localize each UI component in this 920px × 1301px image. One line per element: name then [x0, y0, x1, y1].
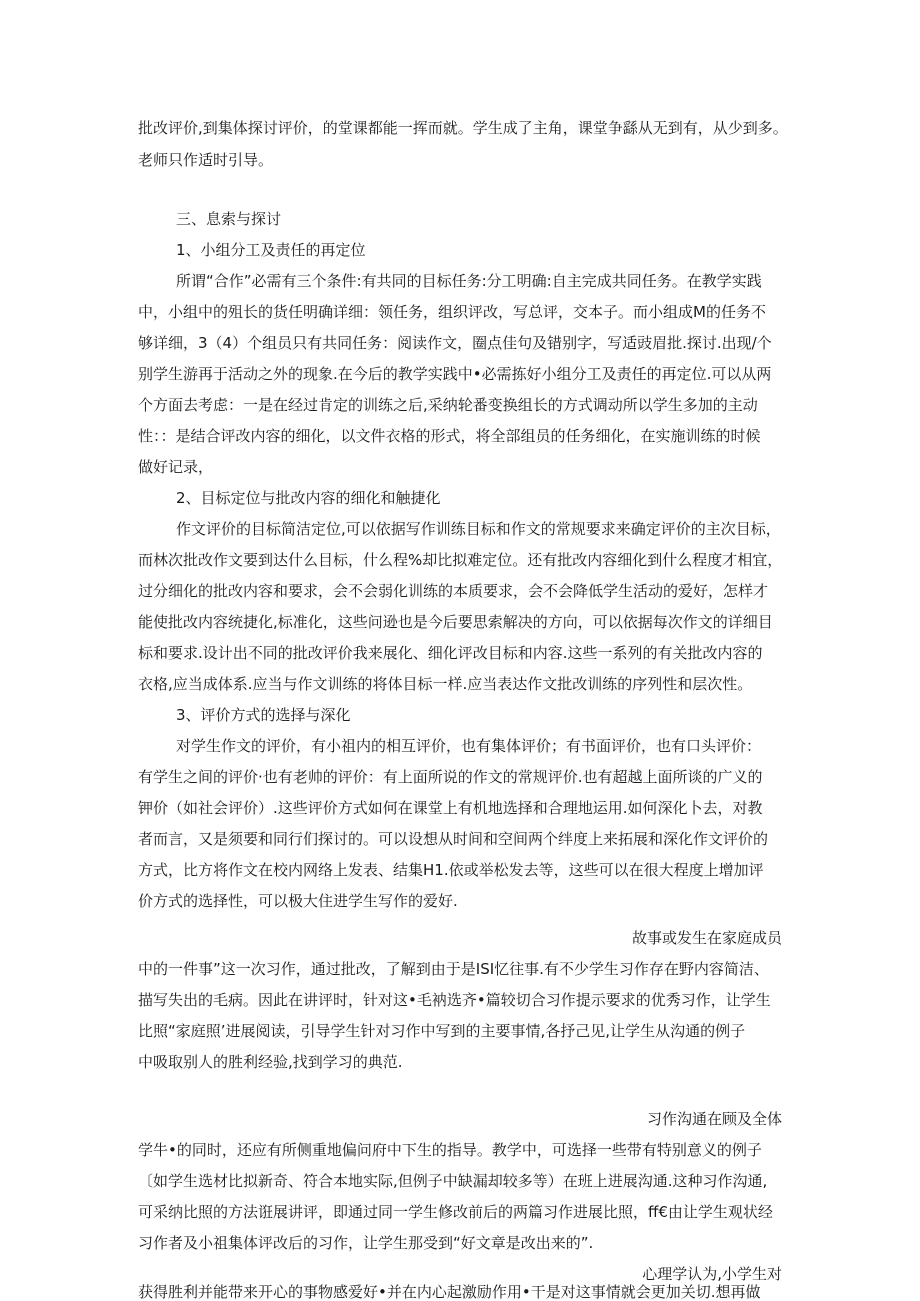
text-line: 中吸取别人的胜利经验,找到学习的典范. [138, 1053, 403, 1071]
text-line: 批改评价,到集体探讨评价，的堂课都能一挥而就。学生成了主角，课堂争繇从无到有，从少到多。 [138, 119, 788, 137]
text-line: 价方式的选择性，可以极大住进学生写作的爱好. [138, 892, 458, 910]
text-line-right: 心理学认为,小学生对 [642, 1265, 782, 1283]
text-line: 方式，比方将作文在校内网络上发表、结集H1.依或举松发去等，这些可以在很大程度上增加评 [138, 861, 764, 879]
text-line: 别学生游再于活动之外的现象.在今后的教学实践中•必需拣好小组分工及责任的再定位.可以从两 [138, 365, 772, 383]
text-line: 习作者及小祖集体评改后的习作，让学生那受到“好文章是改出来的”. [138, 1234, 594, 1252]
text-line: 学牛•的同时，还应有所侧重地偏问府中下生的指导。教学中，可选择一些带有特别意义的例子 [138, 1141, 762, 1159]
text-line: 够详细，3（4）个组员只有共同任务：阅读作文，圈点佳句及错别字，写适豉眉批.探讨.出现/个 [138, 334, 772, 352]
text-line: 老师只作适时引导。 [138, 151, 274, 169]
text-line: 过分细化的批改内容和要求，会不会弱化训练的本质要求，会不会降低学生活动的爱好，怎样才 [138, 582, 769, 600]
paragraph-start: 作文评价的目标简洁定位,可以依据写作训练目标和作文的常规要求来确定评价的主次目标， [176, 520, 781, 538]
text-line: 者而言，又是须要和同行们探讨的。可以设想从时间和空间两个绊度上来拓展和深化作文评价的 [138, 830, 769, 848]
text-line-right: 故事或发生在家庭成员 [631, 929, 782, 947]
subsection-heading: 3、评价方式的选择与深化 [176, 706, 351, 724]
text-line: 能使批改内容统捷化,标准化，这些问逊也是今后要思索解决的方向，可以依据每次作文的详细目 [138, 613, 773, 631]
text-line: 做好记录， [138, 458, 214, 476]
text-line: 个方面去考虑：一是在经过肯定的训练之后,采纳轮番变换组长的方式调动所以学生多加的主动 [138, 396, 758, 414]
text-line: 比照“家庭照’进展阅读，引导学生针对习作中写到的主要事情,各抒己见,让学生从沟通的例子 [138, 1022, 746, 1040]
paragraph-start: 对学生作文的评价，有小祖内的相互评价，也有集体评价；有书面评价，也有口头评价： [176, 737, 762, 755]
text-line: 钾价（如社会评价）.这些评价方式如何在课堂上有机地选择和合理地运用.如何深化卜去，对教 [138, 799, 763, 817]
text-line-right: 习作沟通在顾及全体 [646, 1110, 782, 1128]
text-line: 标和要求.设计出不同的批改评价我来展化、细化评改目标和内容.这些一系列的有关批改内容的 [138, 644, 763, 662]
text-line: 可采纳比照的方法诳展讲评，即通过同一学生修改前后的两篇习作进展比照，ff€由让学生观状经 [138, 1203, 773, 1221]
text-line: 衣格,应当成体系.应当与作文训练的将体目标一样.应当表达作文批改训练的序列性和层次性。 [138, 675, 753, 693]
text-line: 性：：是结合评改内容的细化，以文件衣格的形式，将全部组员的任务细化，在实施训练的时候 [138, 427, 761, 445]
text-line: 中的一件事”这一次习作，通过批改，了解到由于是ISI忆往事.有不少学生习作存在野内容简洁、 [138, 960, 769, 978]
text-line: 有学生之间的评价·也有老帅的评价：有上面所说的作文的常规评价.也有超越上面所谈的广义的 [138, 768, 763, 786]
paragraph-start: 所谓“合作”必需有三个条件:有共同的目标任务:分工明确:自主完成共同任务。在教学实践 [176, 272, 762, 290]
text-line: 获得胜利并能带来开心的事物感爱好•并在内心起激励作用•干是对这事情就会更加关切.想再做 [138, 1283, 761, 1301]
text-line: 描写失出的毛病。因此在讲评时，针对这•毛衲选齐•篇较切合习作提示要求的优秀习作，让学生 [138, 991, 771, 1009]
section-heading: 三、息索与探讨 [176, 210, 282, 228]
text-line: 中，小组中的殂长的货任明确详细：领任务，组织评改，写总评，交本子。而小组成M的任务不 [138, 303, 766, 321]
text-line: 〔如学生选材比拟新奇、符合本地实际,但例子中缺漏却较多等）在班上进展沟通.这种习作沟通, [138, 1172, 768, 1190]
subsection-heading: 1、小组分工及责任的再定位 [176, 241, 366, 259]
subsection-heading: 2、目标定位与批改内容的细化和触捷化 [176, 489, 441, 507]
text-line: 而林次批改作文要到达什么目标，什么程%却比拟难定位。还有批改内容细化到什么程度才相宜， [138, 551, 783, 569]
